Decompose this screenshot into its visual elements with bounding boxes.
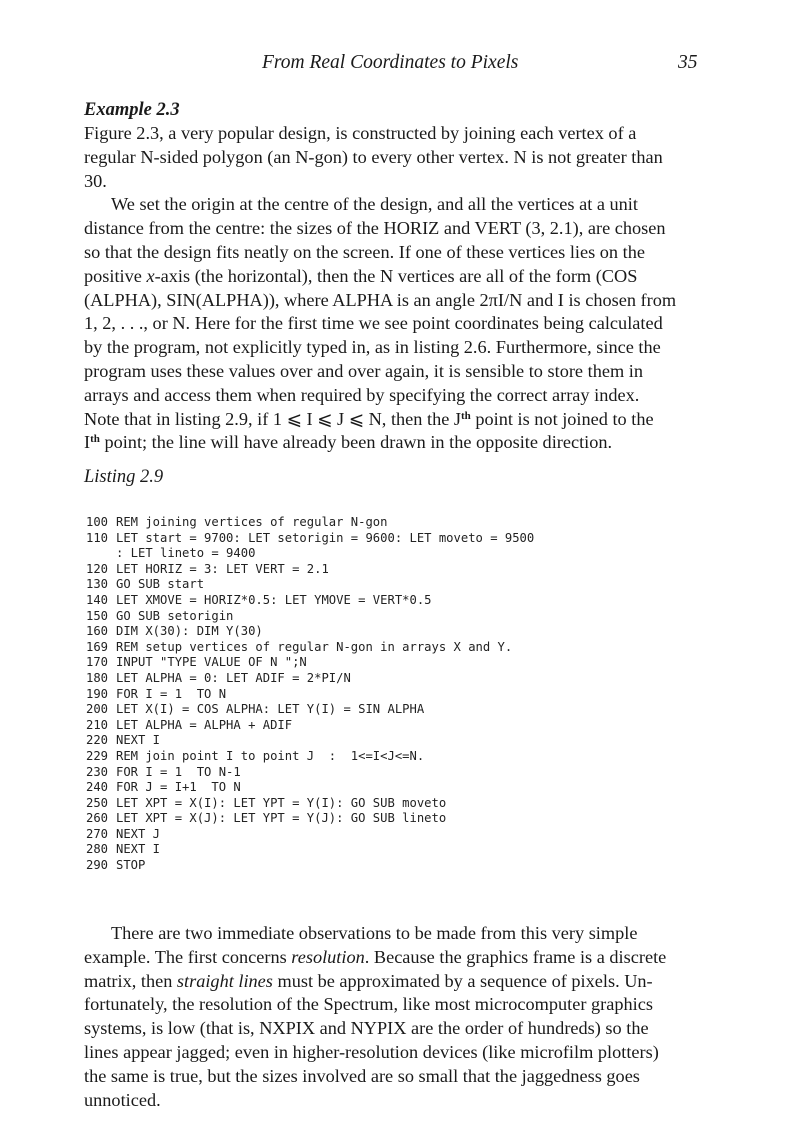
code-text: FOR I = 1 TO N-1	[116, 764, 241, 779]
text-line: lines appear jagged; even in higher-resolution devices (like microfilm plotters)	[84, 1041, 659, 1062]
text-line: by the program, not explicitly typed in, as in listing 2.6. Furthermore, since the	[84, 337, 661, 358]
text-line: (ALPHA), SIN(ALPHA)), where ALPHA is an angle 2πI/N and I is chosen from	[84, 289, 677, 310]
code-line	[86, 733, 534, 749]
code-text: LET ALPHA = 0: LET ADIF = 2*PI/N	[116, 670, 351, 685]
text-line	[84, 431, 724, 455]
text-line: We set the origin at the centre of the design, and all the vertices at a unit	[111, 194, 638, 215]
observations-paragraph	[84, 922, 724, 1112]
italic-term: straight lines	[176, 970, 273, 991]
code-text: INPUT "TYPE VALUE OF N ";N	[116, 655, 307, 670]
code-line	[86, 593, 534, 609]
line-number: 250	[86, 795, 109, 810]
code-text: REM joining vertices of regular N-gon	[116, 515, 388, 529]
text-fragment: point is not joined to the	[470, 408, 654, 429]
text-line	[84, 408, 724, 432]
code-text: FOR J = I+1 TO N	[116, 780, 241, 795]
line-number: 150	[86, 608, 109, 623]
line-number: 280	[86, 842, 109, 857]
code-text: REM setup vertices of regular N-gon in arrays X and Y.	[116, 639, 513, 654]
text-line: regular N-sided polygon (an N-gon) to every other vertex. N is not greater than	[84, 146, 663, 167]
code-line	[86, 749, 534, 765]
text-fragment: point; the line will have already been drawn in the opposite direction.	[99, 432, 613, 453]
code-line	[86, 702, 534, 718]
running-head	[0, 52, 800, 76]
code-text: DIM X(30): DIM Y(30)	[116, 624, 263, 639]
code-text: LET ALPHA = ALPHA + ADIF	[116, 717, 293, 732]
text-line: 1, 2, . . ., or N. Here for the first time we see point coordinates being calculated	[84, 313, 663, 334]
superscript: th	[461, 409, 471, 422]
code-line	[86, 546, 534, 562]
observations-section	[84, 922, 724, 1112]
code-text: LET X(I) = COS ALPHA: LET Y(I) = SIN ALPHA	[116, 702, 425, 717]
code-line	[86, 640, 534, 656]
line-number: 230	[86, 764, 109, 779]
code-text: STOP	[116, 858, 146, 873]
text-line: program uses these values over and over again, it is sensible to store them in	[84, 360, 643, 381]
line-number: 170	[86, 655, 109, 670]
code-text: LET XMOVE = HORIZ*0.5: LET YMOVE = VERT*0.5	[116, 592, 432, 607]
code-line	[86, 671, 534, 687]
text-fragment: . Because the graphics frame is a discrete	[364, 946, 667, 967]
text-line: Figure 2.3, a very popular design, is constructed by joining each vertex of a	[84, 123, 637, 143]
code-line	[86, 718, 534, 734]
text-fragment: -axis (the horizontal), then the N vertices are all of the form (COS	[154, 265, 638, 286]
code-line	[86, 655, 534, 671]
line-number: 140	[86, 592, 109, 607]
text-fragment: positive	[84, 265, 147, 286]
page-number: 35	[678, 52, 698, 73]
example-paragraph-2	[84, 193, 724, 455]
code-line	[86, 796, 534, 812]
code-text: NEXT I	[116, 842, 161, 857]
code-text: LET XPT = X(I): LET YPT = Y(I): GO SUB moveto	[116, 795, 447, 810]
code-text: : LET lineto = 9400	[116, 546, 256, 561]
code-line	[86, 577, 534, 593]
line-number: 110	[86, 530, 109, 545]
text-line: arrays and access them when required by specifying the correct array index.	[84, 384, 640, 405]
text-fragment: I	[84, 432, 91, 453]
code-line	[86, 609, 534, 625]
code-line	[86, 858, 534, 874]
line-number: 180	[86, 670, 109, 685]
code-text: GO SUB start	[116, 577, 205, 592]
italic-x: x	[146, 265, 155, 286]
line-number: 220	[86, 733, 109, 748]
code-text: LET start = 9700: LET setorigin = 9600: LET moveto = 9500	[116, 530, 535, 545]
listing-title: Listing 2.9	[84, 467, 164, 487]
line-number: 100	[86, 515, 109, 529]
code-listing	[86, 515, 534, 874]
text-line: systems, is low (that is, NXPIX and NYPIX are the order of hundreds) so the	[84, 1018, 649, 1039]
italic-term: resolution	[291, 946, 365, 967]
code-text: NEXT I	[116, 733, 161, 748]
line-number: 169	[86, 639, 109, 654]
text-line	[84, 946, 724, 970]
text-line: unnoticed.	[84, 1089, 161, 1110]
text-line: 30.	[84, 170, 107, 191]
code-line	[86, 827, 534, 843]
line-number: 130	[86, 577, 109, 592]
code-text: LET XPT = X(J): LET YPT = Y(J): GO SUB lineto	[116, 811, 447, 826]
line-number: 270	[86, 826, 109, 841]
line-number: 240	[86, 780, 109, 795]
code-line	[86, 765, 534, 781]
code-line	[86, 515, 534, 531]
text-fragment: matrix, then	[84, 970, 177, 991]
code-line	[86, 842, 534, 858]
code-line	[86, 624, 534, 640]
text-fragment: example. The first concerns	[84, 946, 292, 967]
code-line	[86, 687, 534, 703]
code-text: GO SUB setorigin	[116, 608, 234, 623]
text-fragment: Note that in listing 2.9, if 1 ⩽ I ⩽ J ⩽ N, then the J	[84, 408, 462, 429]
code-text: REM join point I to point J : 1<=I<J<=N.	[116, 748, 425, 763]
line-number: 160	[86, 624, 109, 639]
example-heading: Example 2.3	[84, 100, 180, 120]
line-number: 290	[86, 858, 109, 873]
line-number: 190	[86, 686, 109, 701]
code-line	[86, 780, 534, 796]
text-line: There are two immediate observations to be made from this very simple	[111, 923, 638, 943]
line-number: 229	[86, 748, 109, 763]
text-line: fortunately, the resolution of the Spectrum, like most microcomputer graphics	[84, 994, 653, 1015]
code-line	[86, 562, 534, 578]
text-line: so that the design fits neatly on the screen. If one of these vertices lies on the	[84, 241, 645, 262]
line-number: 200	[86, 702, 109, 717]
text-fragment: must be approximated by a sequence of pixels. Un-	[272, 970, 653, 991]
code-text: LET HORIZ = 3: LET VERT = 2.1	[116, 561, 329, 576]
line-number: 260	[86, 811, 109, 826]
code-text: FOR I = 1 TO N	[116, 686, 227, 701]
code-text: NEXT J	[116, 826, 161, 841]
running-head-title: From Real Coordinates to Pixels	[262, 52, 519, 73]
code-line	[86, 531, 534, 547]
line-number: 210	[86, 717, 109, 732]
text-line	[84, 970, 724, 994]
example-section	[84, 98, 724, 455]
text-line: the same is true, but the sizes involved are so small that the jaggedness goes	[84, 1065, 640, 1086]
code-line	[86, 811, 534, 827]
example-paragraph-1	[84, 122, 724, 193]
text-line: distance from the centre: the sizes of the HORIZ and VERT (3, 2.1), are chosen	[84, 218, 666, 239]
superscript: th	[90, 433, 100, 446]
line-number: 120	[86, 561, 109, 576]
text-line	[84, 265, 724, 289]
